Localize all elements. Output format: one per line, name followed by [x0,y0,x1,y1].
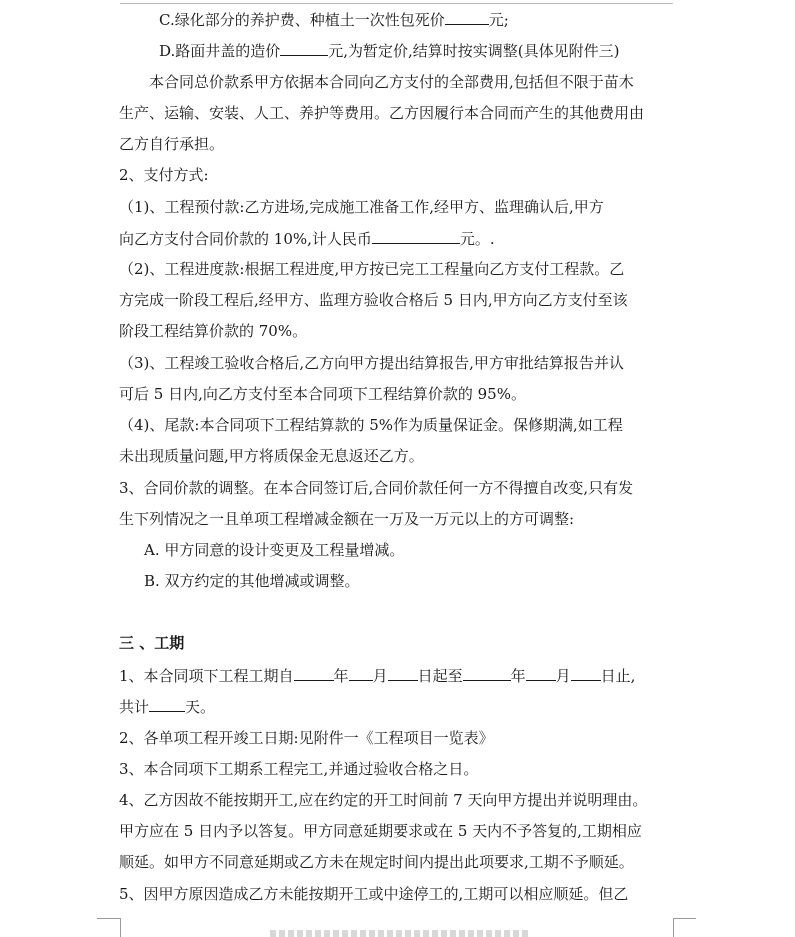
fill-blank [280,40,328,56]
text-line: 2、支付方式: [119,166,209,184]
crop-mark [120,918,121,937]
text-line: （1)、工程预付款:乙方进场,完成施工准备工作,经甲方、监理确认后,甲方 [119,198,604,216]
text-line: 向乙方支付合同价款的 10%,计人民币 元。. [119,230,495,248]
fill-blank [349,665,373,681]
fill-blank [388,665,418,681]
crop-mark [97,918,120,919]
text-line: 本合同总价款系甲方依据本合同向乙方支付的全部费用,包括但不限于苗木 [149,73,634,91]
fill-blank [445,9,489,25]
fill-blank [294,665,334,681]
fill-blank [372,228,460,244]
text-line: 5、因甲方原因造成乙方未能按期开工或中途停工的,工期可以相应顺延。但乙 [119,885,629,903]
text-line: 甲方应在 5 日内予以答复。甲方同意延期要求或在 5 天内不予答复的,工期相应 [119,822,642,840]
text-line: 生产、运输、安装、人工、养护等费用。乙方因履行本合同而产生的其他费用由 [119,104,645,122]
header-rule [120,3,673,4]
text-line: （3)、工程竣工验收合格后,乙方向甲方提出结算报告,甲方审批结算报告并认 [119,354,624,372]
text-line: 乙方自行承担。 [119,135,225,153]
text-line: 共计 天。 [119,698,216,716]
text-line: C.绿化部分的养护费、种植土一次性包死价 元; [159,11,509,29]
text-line: 可后 5 日内,向乙方支付至本合同项下工程结算价款的 95%。 [119,385,526,403]
list-item: B. 双方约定的其他增减或调整。 [144,572,360,590]
text-line: 生下列情况之一且单项工程增减金额在一万及一万元以上的方可调整: [119,510,575,528]
text-line: 2、各单项工程开竣工日期:见附件一《工程项目一览表》 [119,729,494,747]
text-line: 3、合同价款的调整。在本合同签订后,合同价款任何一方不得擅自改变,只有发 [119,479,634,497]
fill-blank [526,665,556,681]
text-line: 顺延。如甲方不同意延期或乙方未在规定时间内提出此项要求,工期不予顺延。 [119,853,634,871]
text-line: 方完成一阶段工程后,经甲方、监理方验收合格后 5 日内,甲方向乙方支付至该 [119,291,628,309]
list-item: A. 甲方同意的设计变更及工程量增减。 [144,541,405,559]
fill-blank [149,696,185,712]
next-page-ghost-text [270,930,530,937]
section-heading: 三 、工期 [119,634,185,652]
fill-blank [571,665,601,681]
text-line: D.路面井盖的造价 元,为暂定价,结算时按实调整(具体见附件三) [159,42,620,60]
crop-mark [673,918,696,919]
text-line: 4、乙方因故不能按期开工,应在约定的开工时间前 7 天向甲方提出并说明理由。 [119,791,648,809]
text-line: 未出现质量问题,甲方将质保金无息返还乙方。 [119,447,424,465]
crop-mark [673,918,674,937]
text-line: （2)、工程进度款:根据工程进度,甲方按已完工工程量向乙方支付工程款。乙 [119,260,625,278]
text-line: 1、本合同项下工程工期自 年 月 日起至 年 月 日止, [119,667,636,685]
fill-blank [463,665,511,681]
text-line: （4)、尾款:本合同项下工程结算款的 5%作为质量保证金。保修期满,如工程 [119,416,623,434]
text-line: 阶段工程结算价款的 70%。 [119,322,308,340]
text-line: 3、本合同项下工期系工程完工,并通过验收合格之日。 [119,760,479,778]
